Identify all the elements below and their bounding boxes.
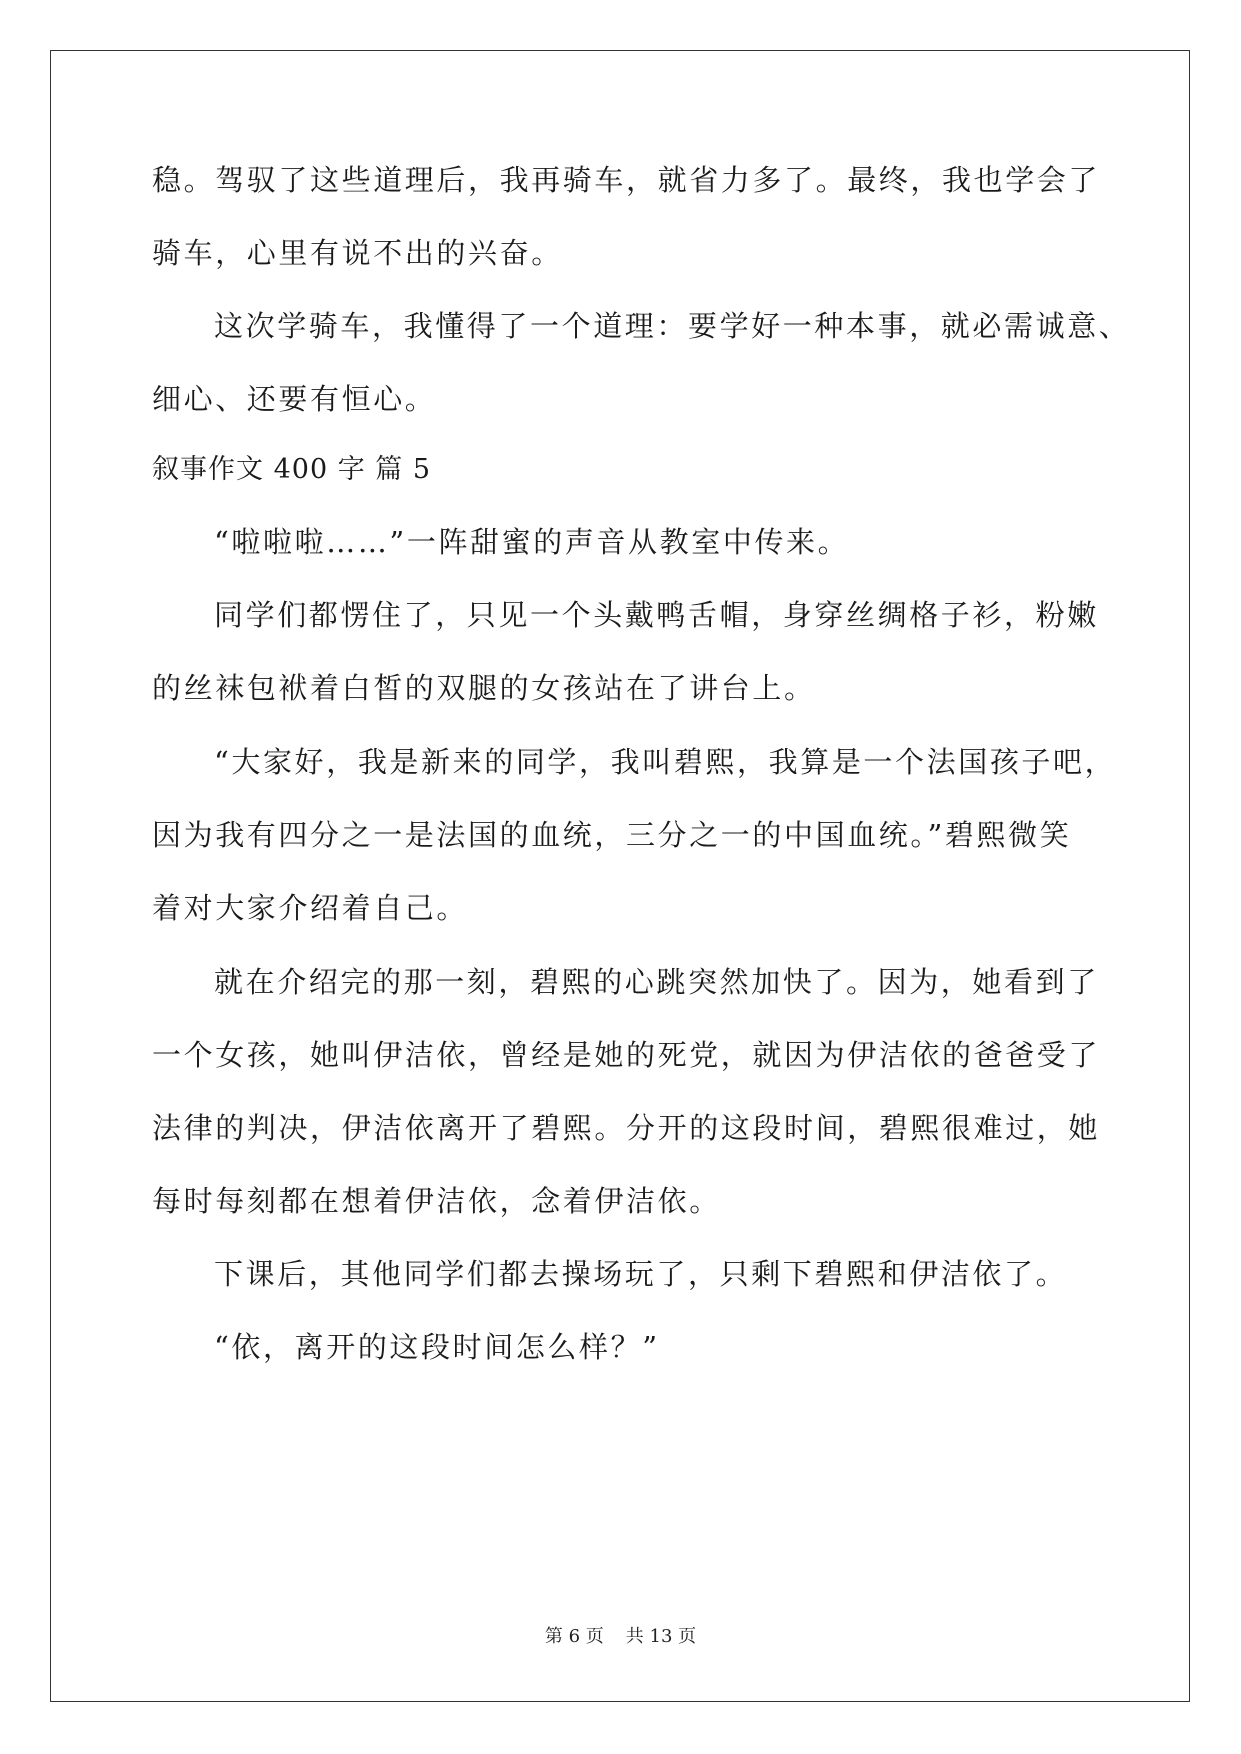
paragraph-line: 细心、还要有恒心。 (152, 382, 437, 416)
paragraph-line: 这次学骑车，我懂得了一个道理：要学好一种本事，就必需诚意、 (214, 309, 1131, 343)
paragraph-line: 一个女孩，她叫伊洁依，曾经是她的死党，就因为伊洁依的爸爸受了 (152, 1038, 1101, 1072)
paragraph-line: “啦啦啦……”一阵甜蜜的声音从教室中传来。 (214, 525, 850, 559)
paragraph-line: 骑车，心里有说不出的兴奋。 (152, 236, 563, 270)
paragraph-line: “大家好，我是新来的同学，我叫碧熙，我算是一个法国孩子吧， (214, 745, 1117, 779)
paragraph-line: 每时每刻都在想着伊洁依，念着伊洁依。 (152, 1184, 721, 1218)
paragraph-line: 同学们都愣住了，只见一个头戴鸭舌帽，身穿丝绸格子衫，粉嫩 (214, 598, 1099, 632)
page-footer (0, 1625, 1241, 1649)
paragraph-line: 下课后，其他同学们都去操场玩了，只剩下碧熙和伊洁依了。 (214, 1257, 1068, 1291)
paragraph-line: 的丝袜包袱着白皙的双腿的女孩站在了讲台上。 (152, 671, 816, 705)
paragraph-line: 因为我有四分之一是法国的血统，三分之一的中国血统。”碧熙微笑 (152, 818, 1072, 852)
paragraph-line: 法律的判决，伊洁依离开了碧熙。分开的这段时间，碧熙很难过，她 (152, 1111, 1101, 1145)
page-border (50, 50, 1190, 1702)
section-heading: 叙事作文 400 字 篇 5 (152, 454, 432, 485)
page-number-current: 第 6 页 (544, 1626, 604, 1647)
paragraph-line: “依，离开的这段时间怎么样？” (214, 1330, 660, 1364)
paragraph-line: 就在介绍完的那一刻，碧熙的心跳突然加快了。因为，她看到了 (214, 965, 1099, 999)
paragraph-line: 稳。驾驭了这些道理后，我再骑车，就省力多了。最终，我也学会了 (152, 163, 1101, 197)
paragraph-line: 着对大家介绍着自己。 (152, 891, 469, 925)
page-number-total: 共 13 页 (625, 1626, 697, 1647)
